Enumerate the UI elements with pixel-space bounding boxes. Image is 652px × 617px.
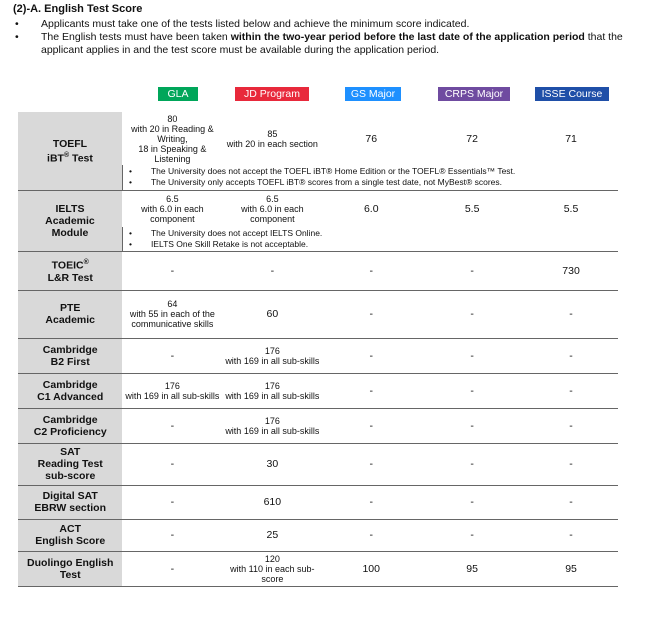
cell-dsat-crps: - [420, 485, 524, 519]
cell-c2-isse: - [524, 408, 618, 443]
table-row [18, 443, 618, 485]
cell-toefl-isse: 71 [565, 132, 577, 145]
cell-b2-isse: - [524, 338, 618, 373]
cell-b2-gs: - [322, 338, 420, 373]
program-badge-crps: CRPS Major [438, 87, 510, 101]
cell-c1-crps: - [420, 373, 524, 408]
cell-toeic-isse: 730 [524, 251, 618, 290]
cell-b2-crps: - [420, 338, 524, 373]
cell-ielts-gla: 6.5 with 6.0 in each component [141, 193, 204, 224]
test-name-dsat: Digital SAT EBRW section [18, 485, 122, 519]
test-name-ielts: IELTS Academic Module [18, 190, 122, 251]
cell-act-jd: 25 [222, 519, 322, 551]
program-header [0, 87, 652, 103]
cell-c2-gla: - [122, 408, 222, 443]
cell-ielts-crps: 5.5 [464, 202, 480, 215]
cell-sat-crps: - [420, 443, 524, 485]
cell-sat-isse: - [524, 443, 618, 485]
cell-duo-gs: 100 [322, 551, 420, 586]
test-name-sat: SAT Reading Test sub-score [18, 443, 122, 485]
cell-sat-gla: - [122, 443, 222, 485]
program-badge-gs: GS Major [345, 87, 401, 101]
requirement-item: • Applicants must take one of the tests listed below and achieve the minimum score indicated. [13, 18, 649, 31]
cell-toeic-gla: - [122, 251, 222, 290]
cell-duo-isse: 95 [524, 551, 618, 586]
cell-c1-isse: - [524, 373, 618, 408]
cell-toefl-jd: 85 with 20 in each section [226, 128, 318, 149]
test-name-toeic: TOEIC® L&R Test [18, 251, 122, 290]
table-row [18, 251, 618, 290]
test-name-toefl: TOEFL iBT® Test [18, 112, 122, 190]
table-row [18, 112, 618, 165]
note-item: • The University does not accept IELTS Online. [123, 228, 618, 239]
table-row [18, 290, 618, 338]
cell-ielts-jd: 6.5 with 6.0 in each component [241, 193, 304, 224]
table-row [18, 408, 618, 443]
section-title: (2)-A. English Test Score [13, 3, 143, 15]
cell-pte-gs: - [322, 290, 420, 338]
cell-ielts-gs: 6.0 [363, 202, 379, 215]
table-row [18, 519, 618, 551]
cell-duo-gla: - [122, 551, 222, 586]
cell-pte-jd: 60 [222, 290, 322, 338]
test-name-pte: PTE Academic [18, 290, 122, 338]
cell-b2-gla: - [122, 338, 222, 373]
test-name-act: ACT English Score [18, 519, 122, 551]
program-badge-jd: JD Program [235, 87, 309, 101]
score-table [18, 112, 618, 587]
table-row [18, 485, 618, 519]
cell-toefl-crps: 72 [466, 132, 478, 145]
cell-duo-crps: 95 [420, 551, 524, 586]
toefl-notes [122, 165, 618, 190]
table-row [18, 551, 618, 586]
cell-act-gla: - [122, 519, 222, 551]
cell-c2-jd: 176 with 169 in all sub-skills [222, 408, 322, 443]
cell-pte-isse: - [524, 290, 618, 338]
program-badge-gla: GLA [158, 87, 198, 101]
cell-toeic-jd: - [222, 251, 322, 290]
program-badge-isse: ISSE Course [535, 87, 609, 101]
cell-toeic-crps: - [420, 251, 524, 290]
test-name-b2: Cambridge B2 First [18, 338, 122, 373]
cell-toefl-gs: 76 [365, 132, 378, 145]
table-row [18, 190, 618, 227]
cell-c2-gs: - [322, 408, 420, 443]
cell-b2-jd: 176 with 169 in all sub-skills [222, 338, 322, 373]
cell-c1-gla: 176 with 169 in all sub-skills [122, 373, 222, 408]
cell-sat-jd: 30 [222, 443, 322, 485]
cell-act-crps: - [420, 519, 524, 551]
requirement-item: • The English tests must have been taken within the two-year period before the last date of the application period that the applicant applies in and the test score must be available during the application period. [13, 31, 649, 57]
test-name-c1: Cambridge C1 Advanced [18, 373, 122, 408]
cell-toefl-gla: 80 with 20 in Reading & Writing, 18 in Speaking & Listening [131, 113, 214, 164]
note-item: • The University does not accept the TOEFL iBT® Home Edition or the TOEFL® Essentials™ Test. [123, 166, 618, 177]
cell-act-isse: - [524, 519, 618, 551]
note-item: • The University only accepts TOEFL iBT® scores from a single test date, not MyBest® scores. [123, 177, 618, 188]
cell-c2-crps: - [420, 408, 524, 443]
cell-sat-gs: - [322, 443, 420, 485]
cell-dsat-jd: 610 [222, 485, 322, 519]
test-name-duolingo: Duolingo English Test [18, 551, 122, 586]
cell-c1-gs: - [322, 373, 420, 408]
table-row [18, 338, 618, 373]
cell-toeic-gs: - [322, 251, 420, 290]
cell-dsat-gla: - [122, 485, 222, 519]
cell-dsat-isse: - [524, 485, 618, 519]
cell-ielts-isse: 5.5 [563, 202, 579, 215]
note-item: • IELTS One Skill Retake is not acceptable. [123, 239, 618, 250]
cell-pte-crps: - [420, 290, 524, 338]
cell-pte-gla: 64 with 55 in each of the communicative skills [122, 290, 222, 338]
cell-act-gs: - [322, 519, 420, 551]
cell-duo-jd: 120 with 110 in each sub-score [222, 551, 322, 586]
cell-dsat-gs: - [322, 485, 420, 519]
test-name-c2: Cambridge C2 Proficiency [18, 408, 122, 443]
requirements-list [13, 18, 649, 57]
ielts-notes [122, 227, 618, 251]
table-row [18, 373, 618, 408]
cell-c1-jd: 176 with 169 in all sub-skills [222, 373, 322, 408]
